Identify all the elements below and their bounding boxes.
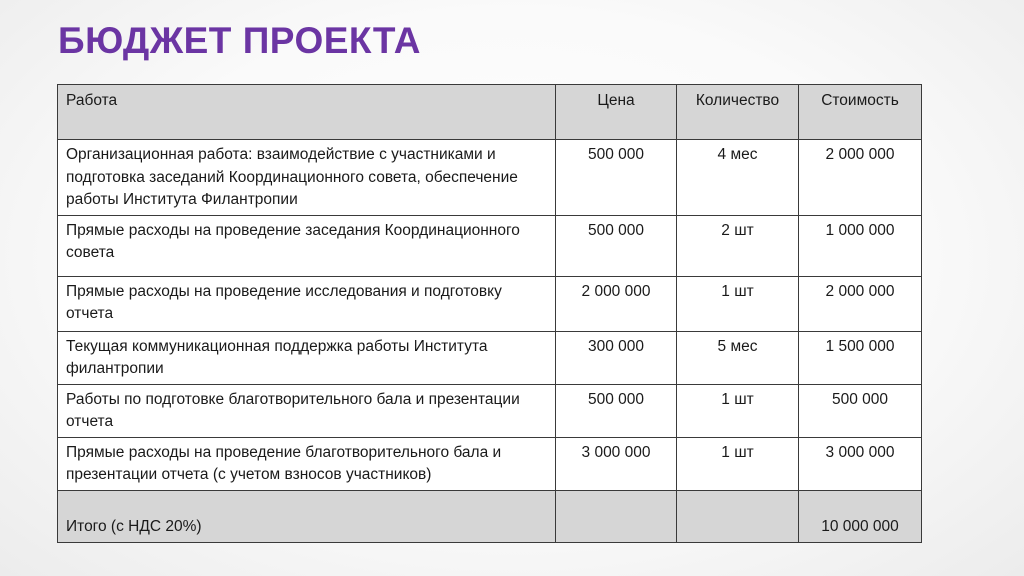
budget-table (57, 84, 922, 543)
cell-work: Прямые расходы на проведение исследования и подготовку отчета (58, 276, 556, 331)
cell-price: 500 000 (556, 384, 677, 437)
cell-price: 500 000 (556, 140, 677, 216)
table-row (58, 140, 922, 216)
cell-cost: 3 000 000 (799, 437, 922, 490)
total-cost: 10 000 000 (799, 490, 922, 542)
cell-work: Текущая коммуникационная поддержка работы Института филантропии (58, 331, 556, 384)
cell-cost: 2 000 000 (799, 140, 922, 216)
total-price-empty (556, 490, 677, 542)
header-cost: Стоимость (799, 85, 922, 140)
header-work: Работа (58, 85, 556, 140)
cell-quantity: 2 шт (677, 215, 799, 276)
cell-quantity: 1 шт (677, 384, 799, 437)
cell-quantity: 1 шт (677, 437, 799, 490)
page-title: БЮДЖЕТ ПРОЕКТА (58, 20, 421, 61)
cell-cost: 1 000 000 (799, 215, 922, 276)
cell-price: 3 000 000 (556, 437, 677, 490)
cell-cost: 1 500 000 (799, 331, 922, 384)
table-row (58, 331, 922, 384)
table-header-row (58, 85, 922, 140)
table-total-row (58, 490, 922, 542)
cell-quantity: 1 шт (677, 276, 799, 331)
cell-price: 300 000 (556, 331, 677, 384)
cell-work: Организационная работа: взаимодействие с участниками и подготовка заседаний Координационного совета, обеспечение работы Института Филантропии (58, 140, 556, 216)
cell-work: Прямые расходы на проведение благотворительного бала и презентации отчета (с учетом взносов участников) (58, 437, 556, 490)
total-label: Итого (с НДС 20%) (58, 490, 556, 542)
table-row (58, 276, 922, 331)
cell-work: Работы по подготовке благотворительного бала и презентации отчета (58, 384, 556, 437)
cell-price: 500 000 (556, 215, 677, 276)
cell-cost: 500 000 (799, 384, 922, 437)
cell-price: 2 000 000 (556, 276, 677, 331)
table-row (58, 437, 922, 490)
cell-work: Прямые расходы на проведение заседания Координационного совета (58, 215, 556, 276)
header-price: Цена (556, 85, 677, 140)
header-quantity: Количество (677, 85, 799, 140)
table-row (58, 215, 922, 276)
cell-cost: 2 000 000 (799, 276, 922, 331)
cell-quantity: 5 мес (677, 331, 799, 384)
table-row (58, 384, 922, 437)
cell-quantity: 4 мес (677, 140, 799, 216)
total-quantity-empty (677, 490, 799, 542)
